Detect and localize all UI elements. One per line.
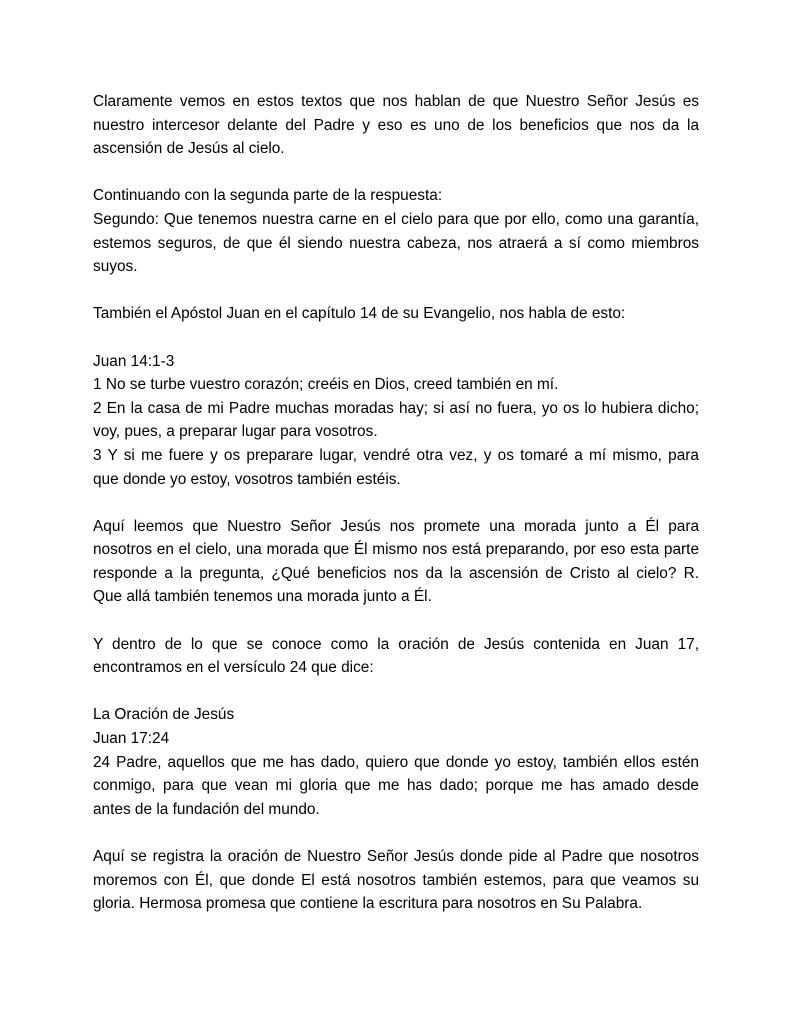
verse-line: 1 No se turbe vuestro corazón; creéis en Dios, creed también en mí. — [93, 376, 559, 394]
text-line: ascensión de Jesús al cielo. — [93, 140, 285, 158]
paragraph-intercesor — [93, 90, 699, 161]
verse-line: que donde yo estoy, vosotros también estéis. — [93, 470, 401, 488]
scripture-reference: Juan 17:24 — [93, 730, 170, 748]
document-body — [93, 90, 699, 939]
paragraph-oracion-intro — [93, 633, 699, 680]
scripture-heading: La Oración de Jesús — [93, 706, 235, 724]
text-line: Claramente vemos en estos textos que nos hablan de que Nuestro Señor Jesús es — [93, 93, 699, 110]
text-line: estemos seguros, de que él siendo nuestra cabeza, nos atraerá a sí como miembros — [93, 234, 699, 252]
text-line: nuestro intercesor delante del Padre y eso es uno de los beneficios que nos da la — [93, 116, 699, 134]
verse-line: voy, pues, a preparar lugar para vosotros. — [93, 423, 378, 441]
verse-line: 3 Y si me fuere y os preparare lugar, vendré otra vez, y os tomaré a mí mismo, para — [93, 446, 699, 464]
text-line: También el Apóstol Juan en el capítulo 14 de su Evangelio, nos habla de esto: — [93, 305, 626, 323]
paragraph-apostol-juan — [93, 302, 699, 326]
text-line: Aquí se registra la oración de Nuestro Señor Jesús donde pide al Padre que nosotros — [93, 848, 699, 865]
text-line: suyos. — [93, 258, 138, 276]
verse-line: 24 Padre, aquellos que me has dado, quiero que donde yo estoy, también ellos estén — [93, 753, 699, 771]
text-line: Continuando con la segunda parte de la respuesta: — [93, 187, 443, 205]
verse-line: antes de la fundación del mundo. — [93, 800, 320, 818]
scripture-reference: Juan 14:1-3 — [93, 352, 175, 370]
text-line: Que allá también tenemos una morada junto a Él. — [93, 588, 432, 606]
paragraph-conclusion — [93, 845, 699, 916]
verse-line: 2 En la casa de mi Padre muchas moradas hay; si así no fuera, yo os lo hubiera dicho; — [93, 399, 699, 417]
text-line: encontramos en el versículo 24 que dice: — [93, 659, 374, 677]
text-line: gloria. Hermosa promesa que contiene la escritura para nosotros en Su Palabra. — [93, 895, 643, 913]
text-line: Segundo: Que tenemos nuestra carne en el cielo para que por ello, como una garantía, — [93, 210, 699, 228]
paragraph-segunda-parte — [93, 184, 699, 278]
text-line: nosotros en el cielo, una morada que Él mismo nos está preparando, por eso esta parte — [93, 541, 699, 559]
text-line: responde a la pregunta, ¿Qué beneficios nos da la ascensión de Cristo al cielo? R. — [93, 564, 699, 582]
scripture-juan-14 — [93, 350, 699, 492]
text-line: Aquí leemos que Nuestro Señor Jesús nos promete una morada junto a Él para — [93, 517, 699, 535]
text-line: moremos con Él, que donde El está nosotros también estemos, para que veamos su — [93, 871, 699, 889]
scripture-juan-17 — [93, 703, 699, 821]
text-line: Y dentro de lo que se conoce como la oración de Jesús contenida en Juan 17, — [93, 635, 699, 653]
verse-line: conmigo, para que vean mi gloria que me has dado; porque me has amado desde — [93, 777, 699, 795]
paragraph-morada — [93, 515, 699, 609]
